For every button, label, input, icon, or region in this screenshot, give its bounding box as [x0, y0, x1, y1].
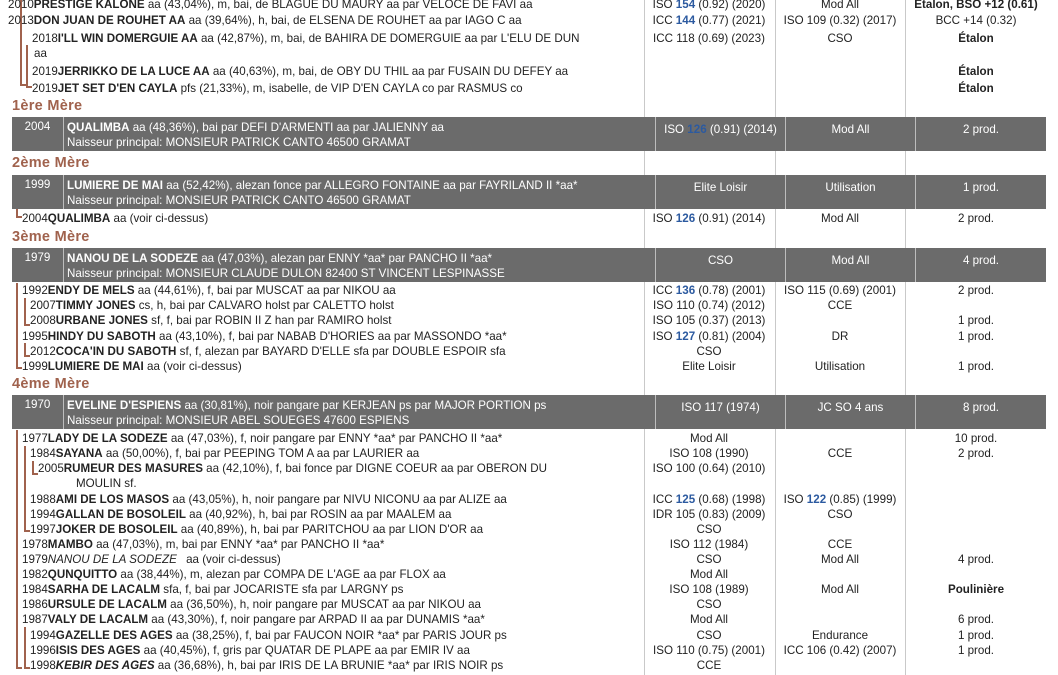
horse-name: AMI DE LOS MASOS [55, 493, 170, 506]
dam-breeder: Naisseur principal: MONSIEUR PATRICK CANTO 46500 GRAMAT [67, 194, 411, 207]
horse-description: sfa, f, bai par JOCARISTE sfa par LARGNY ps [160, 583, 404, 596]
horse-description: aa (40,45%), f, gris par QUATAR DE PLAPE aa par EMIR IV aa [140, 644, 470, 657]
discipline-cell: CCE [827, 447, 853, 460]
list-item [0, 446, 1058, 461]
dam-pedigree: aa (30,81%), noir pangare par KERJEAN ps par MAJOR PORTION ps [181, 399, 547, 412]
production-cell: 2 prod. [957, 284, 995, 297]
list-item [0, 313, 1058, 328]
horse-name: ENDY DE MELS [47, 284, 135, 297]
row-year: 1987 [22, 613, 48, 626]
horse-description: aa (36,68%), h, bai par IRIS DE LA BRUNIE *aa* par IRIS NOIR ps [154, 659, 504, 672]
list-item [0, 81, 1058, 96]
perf-prefix: ISO [664, 123, 688, 136]
list-item [0, 612, 1058, 627]
horse-description: aa (40,89%), h, bai par PARITCHOU aa par LION D'OR aa [177, 523, 484, 536]
horse-description: aa (voir ci-dessus) [182, 553, 281, 566]
dam-name: EVELINE D'ESPIENS [67, 399, 182, 412]
discipline-cell: DR [831, 330, 849, 343]
horse-description: aa (40,63%), m, bai, de OBY DU THIL aa par FUSAIN DU DEFEY aa [209, 65, 569, 78]
perf-prefix: ISO [652, 0, 676, 11]
list-item-continuation [0, 476, 1058, 491]
list-item [0, 597, 1058, 612]
horse-name: TIMMY JONES [55, 299, 136, 312]
production-cell: 8 prod. [962, 401, 1000, 414]
row-year: 1988 [30, 493, 56, 506]
dam-name: NANOU DE LA SODEZE [67, 252, 198, 265]
status-cell: Étalon [958, 65, 994, 78]
discipline-cell: ICC 106 (0.42) (2007) [783, 644, 897, 657]
row-year: 2010 [8, 0, 34, 11]
production-cell: Poulinière [947, 583, 1005, 596]
list-item [0, 537, 1058, 552]
horse-name: VALY DE LACALM [47, 613, 149, 626]
perf-cell: CSO [696, 345, 722, 358]
horse-name: GAZELLE DES AGES [55, 629, 173, 642]
dam-year: 1979 [12, 248, 64, 282]
row-year: 2004 [22, 212, 48, 225]
discipline-cell: Mod All [820, 583, 860, 596]
perf-suffix: (0.85) (1999) [826, 493, 897, 506]
section-heading-1ere-mere: 1ère Mère [12, 98, 83, 114]
horse-name: SAYANA [55, 447, 103, 460]
perf-suffix: (0.81) (2004) [695, 330, 766, 343]
list-item [0, 431, 1058, 446]
list-item [0, 13, 1058, 28]
row-year: 1984 [30, 447, 56, 460]
discipline-cell: CCE [827, 538, 853, 551]
status-cell: Étalon [958, 32, 994, 45]
perf-cell: Elite Loisir [656, 175, 786, 209]
list-item [0, 0, 1058, 12]
row-year: 2008 [30, 314, 56, 327]
horse-description: aa (47,03%), m, bai par ENNY *aa* par PANCHO II *aa* [92, 538, 385, 551]
perf-cell [644, 0, 774, 12]
production-cell: 4 prod. [962, 254, 1000, 267]
horse-description: aa (43,05%), h, noir pangare par NIVU NICONU aa par ALIZE aa [169, 493, 507, 506]
discipline-cell: ISO 109 (0.32) (2017) [783, 14, 897, 27]
list-item [0, 492, 1058, 507]
dam-year: 1999 [12, 175, 64, 209]
list-item [0, 359, 1058, 374]
horse-name: COCA'IN DU SABOTH [55, 345, 177, 358]
perf-cell [656, 117, 786, 151]
horse-name: HINDY DU SABOTH [47, 330, 156, 343]
row-year: 1997 [30, 523, 56, 536]
row-year: 1994 [30, 629, 56, 642]
production-cell: 4 prod. [957, 553, 995, 566]
horse-name: NANOU DE LA SODEZE [47, 553, 177, 566]
horse-description: aa (voir ci-dessus) [110, 212, 209, 225]
list-item [0, 643, 1058, 658]
dam-name: LUMIERE DE MAI [67, 179, 163, 192]
perf-prefix: ISO [652, 330, 676, 343]
perf-cell: CSO [696, 553, 722, 566]
row-year: 2012 [30, 345, 56, 358]
production-cell: 1 prod. [957, 330, 995, 343]
horse-name: DON JUAN DE ROUHET AA [33, 14, 186, 27]
horse-name: ISIS DES AGES [55, 644, 141, 657]
discipline-cell: ISO 115 (0.69) (2001) [784, 284, 896, 297]
horse-name: LUMIERE DE MAI [47, 360, 144, 373]
perf-cell: ISO 110 (0.75) (2001) [653, 644, 765, 657]
perf-suffix: (0.92) (2020) [695, 0, 766, 11]
horse-name: URSULE DE LACALM [47, 598, 167, 611]
perf-cell [644, 211, 774, 226]
perf-cell: ISO 112 (1984) [669, 538, 749, 551]
discipline-cell: CSO [827, 508, 853, 521]
perf-cell [644, 283, 774, 298]
horse-name: JET SET D'EN CAYLA [57, 82, 178, 95]
perf-cell: Mod All [689, 568, 729, 581]
perf-suffix: (0.68) (1998) [695, 493, 766, 506]
row-year: 2018 [32, 32, 58, 45]
list-item [0, 628, 1058, 643]
dam-breeder: Naisseur principal: MONSIEUR ABEL SOUEGES 47600 ESPIENS [67, 414, 410, 427]
perf-cell: Elite Loisir [682, 360, 736, 373]
horse-name: SARHA DE LACALM [47, 583, 161, 596]
perf-cell: CSO [656, 248, 786, 282]
horse-name: QUNQUITTO [47, 568, 118, 581]
row-year: 2019 [32, 82, 58, 95]
perf-prefix: ICC [652, 493, 676, 506]
perf-index: 127 [675, 330, 696, 343]
production-cell: 2 prod. [962, 123, 1000, 136]
horse-name: QUALIMBA [47, 212, 111, 225]
dam-header-bar [12, 175, 1046, 209]
list-item [0, 344, 1058, 359]
list-item [0, 211, 1058, 226]
horse-description: aa (50,00%), f, bai par PEEPING TOM A aa par LAURIER aa [102, 447, 420, 460]
horse-description: aa (43,10%), f, bai par NABAB D'HORIES aa par MASSONDO *aa* [155, 330, 507, 343]
perf-suffix: (0.77) (2021) [695, 14, 766, 27]
perf-cell: ICC 118 (0.69) (2023) [653, 32, 765, 45]
dam-header-bar [12, 248, 1046, 282]
list-item [0, 64, 1058, 79]
discipline-cell: Endurance [811, 629, 869, 642]
horse-name: PRESTIGE KALONE [33, 0, 145, 11]
discipline-cell: CCE [827, 299, 853, 312]
perf-suffix: (0.91) (2014) [706, 123, 777, 136]
horse-name: GALLAN DE BOSOLEIL [55, 508, 186, 521]
perf-index: 126 [687, 123, 707, 136]
status-cell: Étalon [958, 82, 994, 95]
perf-prefix: ICC [652, 14, 676, 27]
horse-name: MAMBO [47, 538, 93, 551]
perf-cell [644, 492, 774, 507]
perf-cell: ISO 108 (1990) [669, 447, 749, 460]
perf-cell: ISO 100 (0.64) (2010) [652, 462, 766, 475]
list-item [0, 567, 1058, 582]
list-item [0, 298, 1058, 313]
perf-cell: Mod All [689, 613, 729, 626]
perf-index: 126 [675, 212, 696, 225]
production-cell: 1 prod. [957, 314, 995, 327]
list-item [0, 31, 1058, 46]
horse-description: aa (42,10%), f, bai fonce par DIGNE COEUR aa par OBERON DU [202, 462, 548, 475]
perf-cell [644, 329, 774, 344]
section-heading-4eme-mere: 4ème Mère [12, 376, 90, 392]
horse-name: RUMEUR DES MASURES [63, 462, 203, 475]
list-item [0, 507, 1058, 522]
production-cell: 1 prod. [962, 181, 1000, 194]
section-heading-3eme-mere: 3ème Mère [12, 229, 90, 245]
perf-cell: ISO 110 (0.74) (2012) [653, 299, 765, 312]
horse-name: URBANE JONES [55, 314, 148, 327]
list-item-continuation [0, 46, 1058, 61]
discipline-cell: JC SO 4 ans [786, 395, 916, 429]
list-item [0, 522, 1058, 537]
production-cell: 6 prod. [957, 613, 995, 626]
list-item [0, 461, 1058, 476]
production-cell: 2 prod. [957, 447, 995, 460]
perf-cell: CSO [696, 629, 722, 642]
row-year: 1998 [30, 659, 56, 672]
row-year: 1979 [22, 553, 48, 566]
production-cell: 10 prod. [954, 432, 998, 445]
perf-cell: Mod All [689, 432, 729, 445]
status-cell: BCC +14 (0.32) [935, 14, 1017, 27]
dam-pedigree: aa (52,42%), alezan fonce par ALLEGRO FONTAINE aa par FAYRILAND II *aa* [162, 179, 578, 192]
horse-description: aa (43,04%), m, bai, de BLAGUE DU MAURY aa par VELOCE DE FAVI aa [144, 0, 533, 11]
dam-description [64, 395, 656, 429]
discipline-cell: Mod All [820, 212, 860, 225]
list-item [0, 329, 1058, 344]
perf-index: 136 [675, 284, 696, 297]
horse-description: aa (voir ci-dessus) [143, 360, 242, 373]
row-year: 2019 [32, 65, 58, 78]
row-year: 1996 [30, 644, 56, 657]
perf-prefix: ISO [783, 493, 807, 506]
perf-prefix: ISO [652, 212, 676, 225]
dam-description [64, 175, 656, 209]
perf-suffix: (0.78) (2001) [695, 284, 766, 297]
discipline-cell: Mod All [786, 248, 916, 282]
list-item [0, 283, 1058, 298]
discipline-cell: Utilisation [786, 175, 916, 209]
row-year: 1986 [22, 598, 48, 611]
dam-description [64, 117, 656, 151]
horse-description: aa (44,61%), f, bai par MUSCAT aa par NIKOU aa [134, 284, 396, 297]
dam-pedigree: aa (48,36%), bai par DEFI D'ARMENTI aa par JALIENNY aa [129, 121, 444, 134]
row-year: 2013 [8, 14, 34, 27]
production-cell: 2 prod. [957, 212, 995, 225]
row-year: 2005 [38, 462, 64, 475]
row-year: 1995 [22, 330, 48, 343]
discipline-cell: Mod All [820, 553, 860, 566]
discipline-cell: Utilisation [814, 360, 866, 373]
horse-description: aa (38,25%), f, bai par FAUCON NOIR *aa* par PARIS JOUR ps [172, 629, 507, 642]
dam-header-bar [12, 117, 1046, 151]
row-year: 1994 [30, 508, 56, 521]
horse-description-cont: aa [34, 47, 47, 60]
horse-description-cont: MOULIN sf. [76, 477, 137, 490]
row-year: 1977 [22, 432, 48, 445]
production-cell: 1 prod. [957, 629, 995, 642]
section-heading-2eme-mere: 2ème Mère [12, 155, 90, 171]
dam-header-bar [12, 395, 1046, 429]
horse-name: KEBIR DES AGES [55, 659, 155, 672]
horse-name: JERRIKKO DE LA LUCE AA [57, 65, 210, 78]
horse-description: aa (47,03%), f, noir pangare par ENNY *aa* par PANCHO II *aa* [167, 432, 503, 445]
row-year: 1978 [22, 538, 48, 551]
horse-description: aa (39,64%), h, bai, de ELSENA DE ROUHET aa par IAGO C aa [185, 14, 522, 27]
list-item [0, 582, 1058, 597]
discipline-cell: Mod All [786, 117, 916, 151]
row-year: 1992 [22, 284, 48, 297]
dam-description [64, 248, 656, 282]
production-cell: 1 prod. [957, 644, 995, 657]
perf-cell: ISO 105 (0.37) (2013) [652, 314, 766, 327]
discipline-cell: CSO [827, 32, 853, 45]
dam-breeder: Naisseur principal: MONSIEUR CLAUDE DULON 82400 ST VINCENT LESPINASSE [67, 267, 505, 280]
perf-index: 122 [806, 493, 827, 506]
perf-index: 125 [675, 493, 696, 506]
list-item [0, 552, 1058, 567]
perf-cell: CSO [696, 598, 722, 611]
dam-year: 1970 [12, 395, 64, 429]
horse-description: aa (38,44%), m, alezan par COMPA DE L'AGE aa par FLOX aa [117, 568, 446, 581]
perf-index: 154 [675, 0, 696, 11]
horse-description: aa (43,30%), f, noir pangare par ARPAD II aa par DUNAMIS *aa* [148, 613, 485, 626]
horse-name: JOKER DE BOSOLEIL [55, 523, 178, 536]
discipline-cell [776, 492, 904, 507]
perf-cell: ISO 108 (1989) [669, 583, 749, 596]
dam-pedigree: aa (47,03%), alezan par ENNY *aa* par PANCHO II *aa* [197, 252, 493, 265]
dam-name: QUALIMBA [67, 121, 130, 134]
row-year: 1999 [22, 360, 48, 373]
perf-cell: CSO [696, 523, 722, 536]
row-year: 1984 [22, 583, 48, 596]
status-cell: Etalon, BSO +12 (0.61) [914, 0, 1038, 11]
dam-breeder: Naisseur principal: MONSIEUR PATRICK CANTO 46500 GRAMAT [67, 136, 411, 149]
perf-suffix: (0.91) (2014) [695, 212, 766, 225]
horse-description: aa (40,92%), h, bai par ROSIN aa par MAALEM aa [185, 508, 452, 521]
horse-description: sf, f, alezan par BAYARD D'ELLE sfa par DOUBLE ESPOIR sfa [176, 345, 506, 358]
perf-prefix: ICC [652, 284, 676, 297]
horse-description: aa (36,50%), h, noir pangare par MUSCAT aa par NIKOU aa [166, 598, 481, 611]
horse-description: sf, f, bai par ROBIN II Z han par RAMIRO holst [147, 314, 392, 327]
production-cell: 1 prod. [957, 360, 995, 373]
perf-index: 144 [675, 14, 696, 27]
horse-description: cs, h, bai par CALVARO holst par CALETTO holst [135, 299, 394, 312]
row-year: 2007 [30, 299, 56, 312]
perf-cell: CCE [696, 659, 722, 672]
dam-year: 2004 [12, 117, 64, 151]
perf-cell: IDR 105 (0.83) (2009) [652, 508, 766, 521]
horse-name: I'LL WIN DOMERGUIE AA [57, 32, 198, 45]
discipline-cell: Mod All [820, 0, 860, 11]
horse-name: LADY DE LA SODEZE [47, 432, 168, 445]
perf-cell [644, 13, 774, 28]
list-item [0, 658, 1058, 673]
horse-description: aa (42,87%), m, bai, de BAHIRA DE DOMERGUIE aa par L'ELU DE DUN [197, 32, 580, 45]
horse-description: pfs (21,33%), m, isabelle, de VIP D'EN CAYLA co par RASMUS co [177, 82, 523, 95]
row-year: 1982 [22, 568, 48, 581]
perf-cell: ISO 117 (1974) [656, 395, 786, 429]
